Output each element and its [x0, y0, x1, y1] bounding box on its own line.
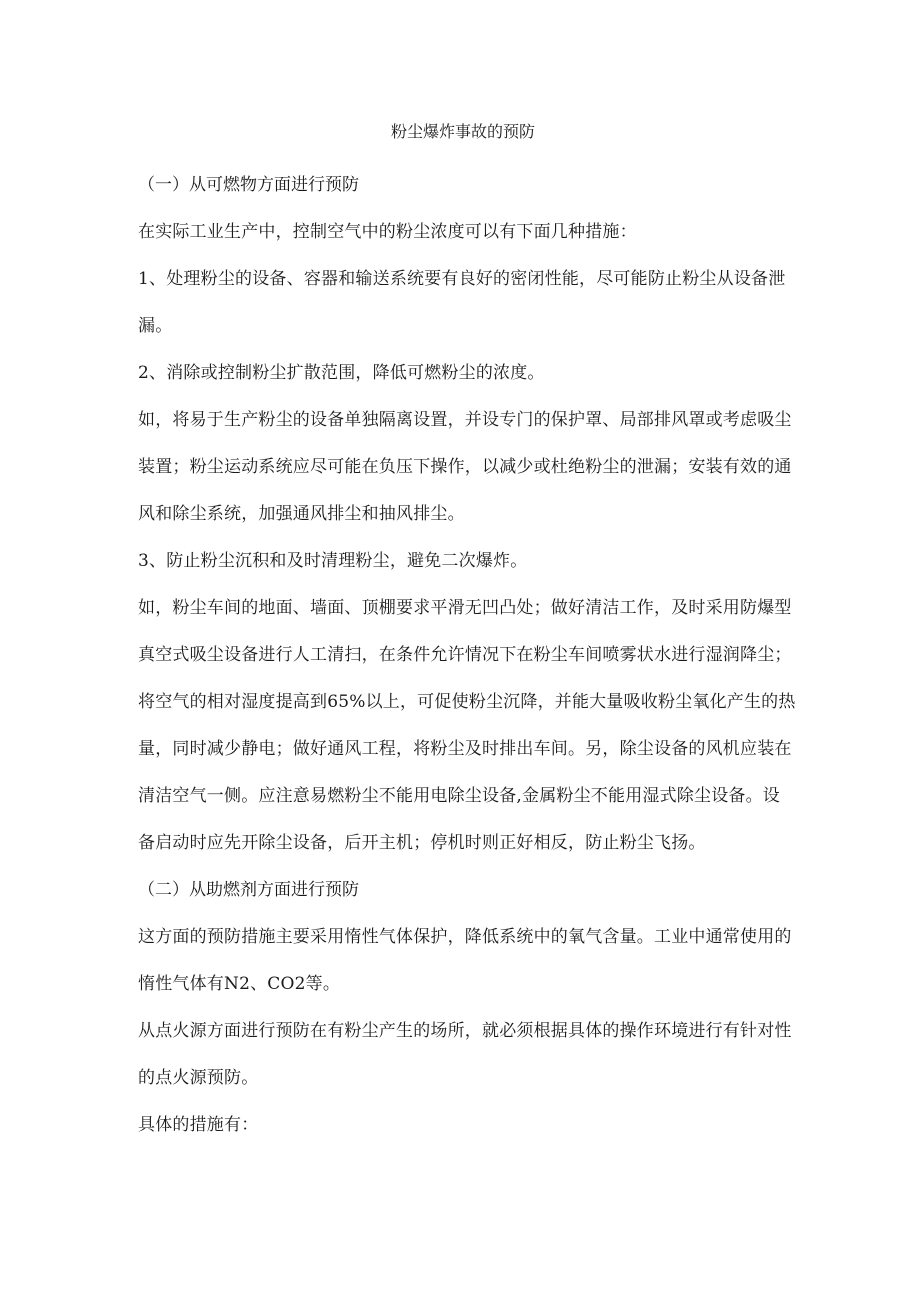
text-line: 的点火源预防。 — [138, 1068, 259, 1088]
text-line: 如，将易于生产粉尘的设备单独隔离设置，并设专门的保护罩、局部排风罩或考虑吸尘 — [138, 410, 792, 430]
paragraph-specific-measures — [138, 1102, 788, 1149]
text-line: 2、消除或控制粉尘扩散范围，降低可燃粉尘的浓度。 — [138, 363, 545, 383]
text-line: 具体的措施有： — [138, 1115, 259, 1135]
text-line: （一）从可燃物方面进行预防 — [138, 175, 359, 195]
paragraph-measure-3 — [138, 538, 788, 585]
text-line: 真空式吸尘设备进行人工清扫，在条件允许情况下在粉尘车间喷雾状水进行湿润降尘； — [138, 645, 792, 665]
text-line: 1、处理粉尘的设备、容器和输送系统要有良好的密闭性能，尽可能防止粉尘从设备泄 — [138, 269, 786, 289]
text-line: 如，粉尘车间的地面、墙面、顶棚要求平滑无凹凸处；做好清洁工作，及时采用防爆型 — [138, 598, 792, 618]
text-line: 量，同时减少静电；做好通风工程，将粉尘及时排出车间。另，除尘设备的风机应装在 — [138, 739, 792, 759]
paragraph-example-3 — [138, 585, 796, 867]
text-line: 将空气的相对湿度提高到65%以上，可促使粉尘沉降，并能大量吸收粉尘氧化产生的热 — [138, 692, 796, 712]
text-line: 惰性气体有N2、CO2等。 — [138, 974, 341, 994]
text-line: 装置；粉尘运动系统应尽可能在负压下操作，以减少或杜绝粉尘的泄漏；安装有效的通 — [138, 457, 792, 477]
paragraph-example-2 — [138, 397, 792, 538]
text-line: 这方面的预防措施主要采用惰性气体保护，降低系统中的氧气含量。工业中通常使用的 — [138, 927, 792, 947]
text-line: 备启动时应先开除尘设备，后开主机；停机时则正好相反，防止粉尘飞扬。 — [138, 833, 706, 853]
text-line: 清洁空气一侧。应注意易燃粉尘不能用电除尘设备,金属粉尘不能用湿式除尘设备。设 — [138, 786, 781, 806]
text-line: 漏。 — [138, 316, 173, 336]
paragraph-intro — [138, 209, 788, 256]
section-heading-oxidant — [138, 867, 788, 914]
text-line: 从点火源方面进行预防在有粉尘产生的场所，就必须根据具体的操作环境进行有针对性 — [138, 1021, 792, 1041]
paragraph-ignition — [138, 1008, 792, 1102]
paragraph-measure-2 — [138, 350, 788, 397]
document-title: 粉尘爆炸事故的预防 — [390, 122, 535, 141]
paragraph-measure-1 — [138, 256, 788, 350]
text-line: 3、防止粉尘沉积和及时清理粉尘，避免二次爆炸。 — [138, 551, 528, 571]
text-line: （二）从助燃剂方面进行预防 — [138, 880, 359, 900]
section-heading-combustible — [138, 162, 788, 209]
text-line: 在实际工业生产中，控制空气中的粉尘浓度可以有下面几种措施： — [138, 222, 637, 242]
document-content — [138, 118, 796, 1149]
text-line: 风和除尘系统，加强通风排尘和抽风排尘。 — [138, 504, 465, 524]
paragraph-inert-gas — [138, 914, 792, 1008]
